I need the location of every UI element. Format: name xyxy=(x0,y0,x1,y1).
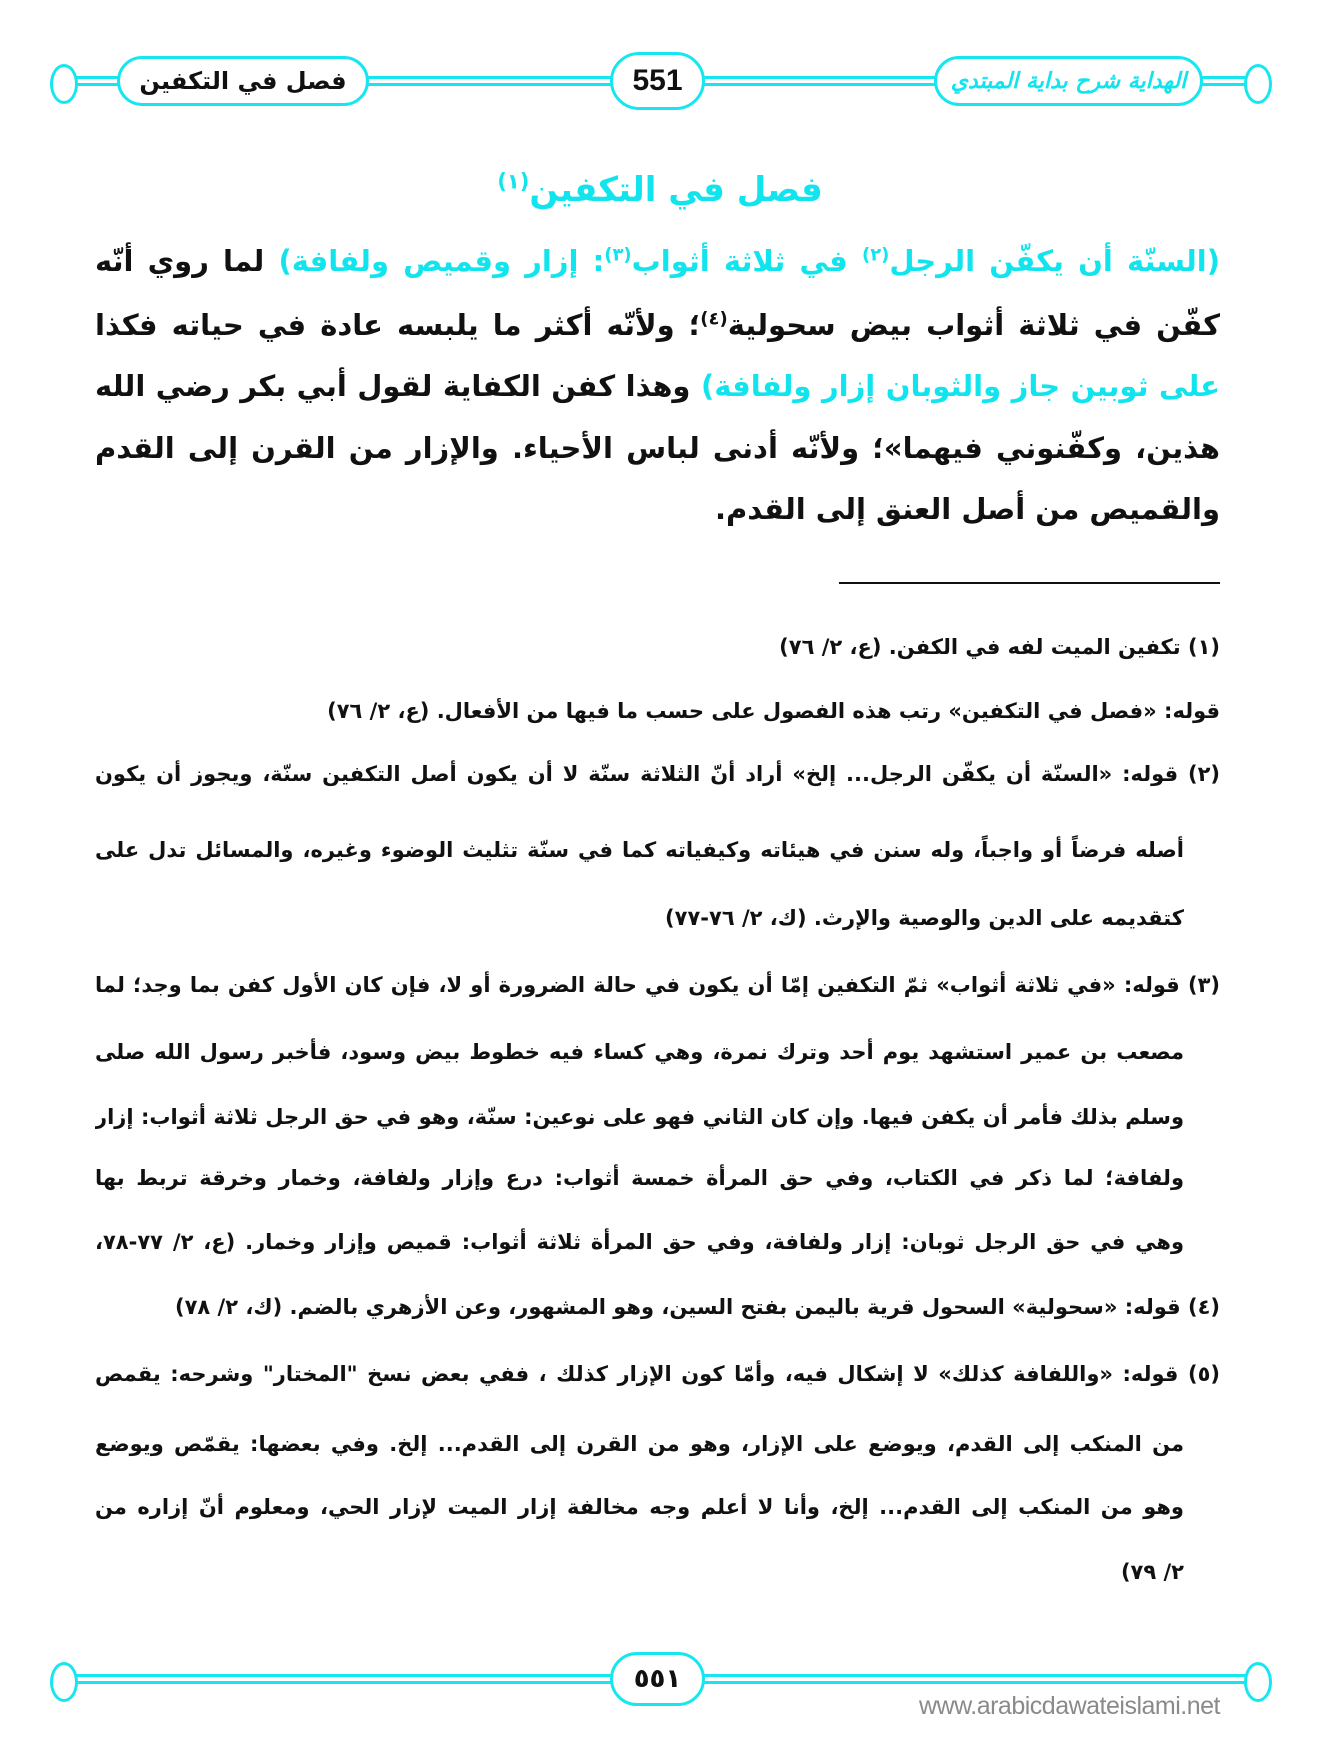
main-text-line xyxy=(95,303,1220,347)
footnote-line xyxy=(95,629,1220,665)
footnote-text: السحول قرية باليمن بفتح السين، وهو المشهور، وعن الأزهري بالضم. (ك، ٢/ ٧٨) xyxy=(174,1295,1013,1319)
main-text-line xyxy=(95,426,1220,470)
footnote-line xyxy=(95,832,1184,868)
footnote-headword: «فصل في التكفين» xyxy=(948,699,1157,723)
footnote-text: ثمّ التكفين إمّا أن يكون في حالة الضرورة أو لا، فإن كان الأول كفن بما وجد؛ لما xyxy=(95,973,929,997)
footnote-line xyxy=(95,1426,1184,1462)
footnote-reference: (٢) xyxy=(861,244,890,266)
page-number-badge xyxy=(610,52,705,110)
page-number: 551 xyxy=(632,64,683,97)
ornament-cap-right xyxy=(1244,1662,1272,1702)
commentary-text: وهذا كفن الكفاية لقول أبي بكر رضي الله xyxy=(95,369,691,403)
footnote-text: وسلم بذلك فأمر أن يكفن فيها. وإن كان الثاني فهو على نوعين: سنّة، وهو في حق الرجل ثلاثة أثواب: إزار xyxy=(95,1105,1184,1129)
footnote-text: (٤) قوله: xyxy=(1117,1295,1220,1319)
commentary-text: ؛ ولأنّه أكثر ما يلبسه عادة في حياته فكذا xyxy=(95,308,701,342)
footnote-text: لا إشكال فيه، وأمّا كون الإزار كذلك ، ففي بعض نسخ "المختار" وشرحه: يقمص xyxy=(95,1362,929,1386)
commentary-text: كفّن في ثلاثة أثواب بيض سحولية xyxy=(727,308,1220,342)
footnote-line xyxy=(95,1289,1220,1325)
footnote-text: كتقديمه على الدين والوصية والإرث. (ك، ٢/ ٧٦-٧٧) xyxy=(665,906,1184,930)
ornament-cap-left xyxy=(50,1662,78,1702)
footnote-text: أصله فرضاً أو واجباً، وله سنن في هيئاته وكيفياته كما في سنّة تثليث الوضوء وغيره، والمسائل تدل على xyxy=(95,838,1184,862)
footnote-line xyxy=(95,1554,1184,1590)
footnote-reference: (٤) xyxy=(700,308,728,330)
footnote-text: مصعب بن عمير استشهد يوم أحد وترك نمرة، وهي كساء فيه خطوط بيض وسود، فأخبر رسول الله صلى xyxy=(95,1040,1184,1064)
footnote-line xyxy=(95,967,1220,1003)
footnote-headword: «واللفافة كذلك» xyxy=(938,1362,1113,1386)
footnote-line xyxy=(95,1034,1184,1070)
commentary-text: لما روي أنّه xyxy=(95,244,265,278)
footnote-headword: «سحولية» xyxy=(1012,1295,1118,1319)
ornament-cap-left xyxy=(50,64,78,104)
book-title-badge xyxy=(934,56,1203,106)
section-title xyxy=(0,170,1320,210)
matn-text: (السنّة أن يكفّن الرجل xyxy=(889,244,1220,278)
footer-page-number-badge xyxy=(610,1652,705,1706)
footnote-line xyxy=(95,1099,1184,1135)
footnote-text: (٢) قوله: xyxy=(1112,762,1220,786)
matn-text: : إزار وقميص ولفافة) xyxy=(278,244,605,278)
footnote-line xyxy=(95,693,1220,729)
footnote-text: من المنكب إلى القدم، ويوضع على الإزار، وهو من القرن إلى القدم... إلخ. وفي بعضها: يقمّص ويوضع xyxy=(95,1432,1184,1456)
main-text-line xyxy=(95,364,1220,408)
footnote-text: ولفافة؛ لما ذكر في الكتاب، وفي حق المرأة خمسة أثواب: درع وإزار ولفافة، وخمار وخرقة تربط بها xyxy=(95,1166,1184,1190)
main-text-line xyxy=(95,487,1220,531)
commentary-text: والقميص من أصل العنق إلى القدم. xyxy=(714,492,1220,526)
footnote-line xyxy=(95,1356,1220,1392)
footnote-text: ٢/ ٧٩) xyxy=(1120,1560,1184,1584)
chapter-title-badge xyxy=(117,56,369,106)
footnote-headword: «السنّة أن يكفّن الرجل... إلخ» xyxy=(792,762,1113,786)
footnote-line xyxy=(95,1224,1184,1260)
footnote-line xyxy=(95,1160,1184,1196)
footnote-line xyxy=(95,900,1184,936)
footnote-text: وهو من المنكب إلى القدم... إلخ، وأنا لا أعلم وجه مخالفة إزار الميت لإزار الحي، ومعلوم أنّ إزاره من xyxy=(95,1495,1184,1519)
book-title: الهداية شرح بداية المبتدي xyxy=(950,68,1187,94)
website-url[interactable]: www.arabicdawateislami.net xyxy=(918,1692,1220,1720)
footnote-text: (١) تكفين الميت لفه في الكفن. (ع، ٢/ ٧٦) xyxy=(779,635,1220,659)
footnote-text: قوله: xyxy=(1156,699,1220,723)
footnote-text: رتب هذه الفصول على حسب ما فيها من الأفعال. (ع، ٢/ ٧٦) xyxy=(327,699,949,723)
footnote-reference: (٣) xyxy=(604,244,632,266)
footer-page-number: ٥٥١ xyxy=(633,1664,682,1694)
footnote-headword: «في ثلاثة أثواب» xyxy=(936,973,1116,997)
section-title-note: (١) xyxy=(497,168,530,194)
footnote-line xyxy=(95,756,1220,792)
footnote-text: (٣) قوله: xyxy=(1115,973,1220,997)
footnote-text: وهي في حق الرجل ثوبان: إزار ولفافة، وفي حق المرأة ثلاثة أثواب: قميص وإزار وخمار. (ع، ٢/ ٧٧-٧٨، xyxy=(95,1230,1184,1254)
footnote-separator xyxy=(839,582,1220,584)
footnote-text: (٥) قوله: xyxy=(1112,1362,1220,1386)
chapter-title: فصل في التكفين xyxy=(139,67,347,95)
footnote-text: أراد أنّ الثلاثة سنّة لا أن يكون أصل التكفين سنّة، ويجوز أن يكون xyxy=(95,762,783,786)
section-title-text: فصل في التكفين xyxy=(529,170,823,210)
main-text-line xyxy=(95,239,1220,283)
footnote-line xyxy=(95,1489,1184,1525)
ornament-cap-right xyxy=(1244,64,1272,104)
commentary-text: هذين، وكفّنوني فيهما»؛ ولأنّه أدنى لباس الأحياء. والإزار من القرن إلى القدم xyxy=(95,431,1220,465)
matn-text: في ثلاثة أثواب xyxy=(631,244,862,278)
matn-text: على ثوبين جاز والثوبان إزار ولفافة) xyxy=(700,369,1220,403)
